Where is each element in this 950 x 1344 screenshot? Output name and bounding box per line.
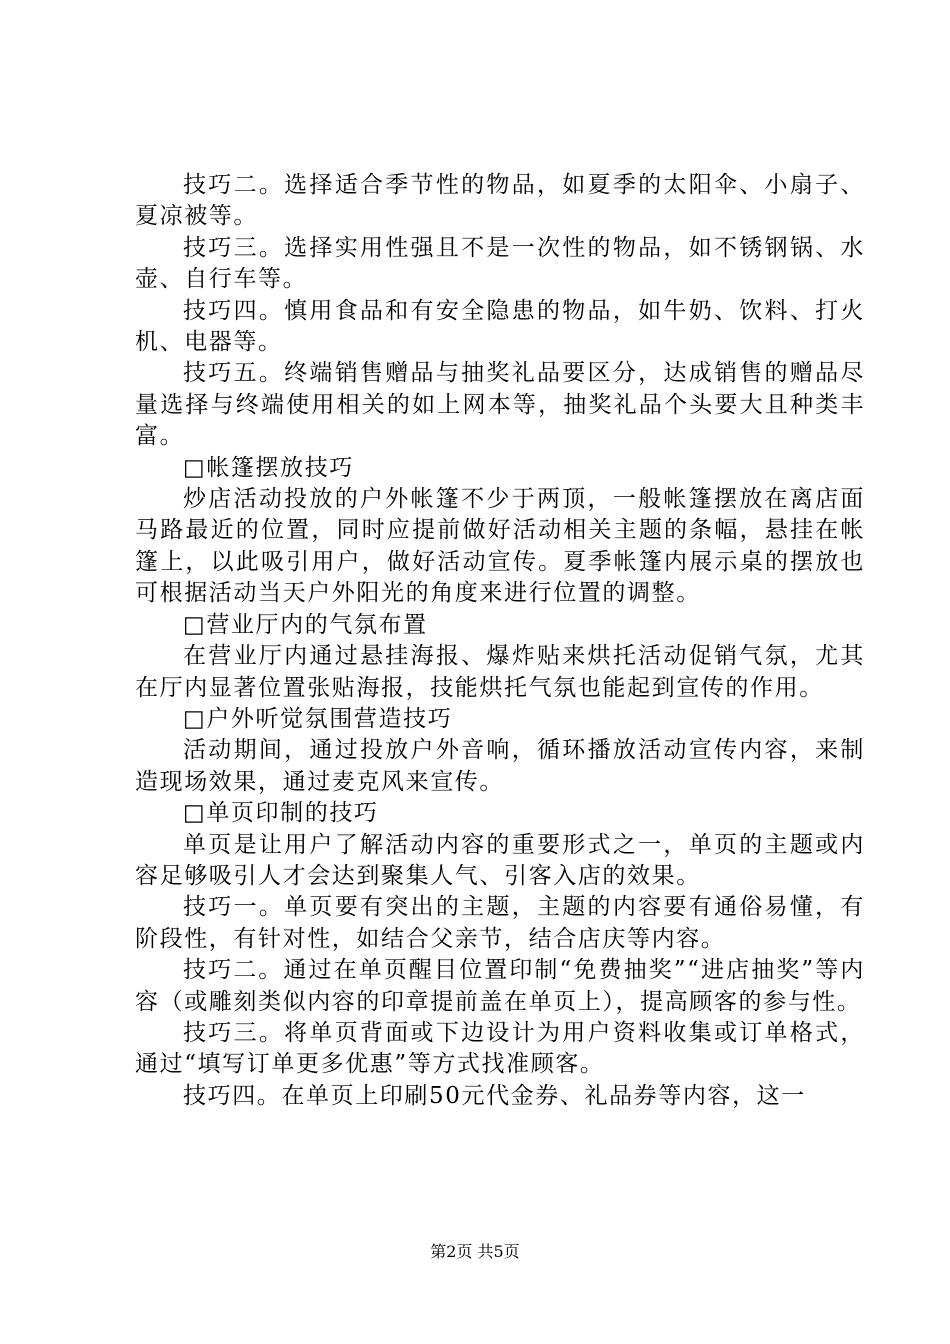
section-heading: □单页印制的技巧	[183, 800, 379, 827]
paragraph: 技巧三。选择实用性强且不是一次性的物品，如不锈钢锅、水壶、自行车等。	[135, 234, 865, 293]
paragraph: 活动期间，通过投放户外音响，循环播放活动宣传内容，来制造现场效果，通过麦克风来宣传。	[135, 737, 865, 795]
paragraph: 技巧二。选择适合季节性的物品，如夏季的太阳伞、小扇子、夏凉被等。	[135, 172, 865, 230]
section-heading: □营业厅内的气氛布置	[183, 611, 428, 638]
section-heading: □帐篷摆放技巧	[183, 454, 354, 481]
page-footer: 第2页 共5页	[430, 1242, 520, 1261]
paragraph: 技巧四。在单页上印刷50元代金券、礼品券等内容，这一	[183, 1082, 806, 1109]
document-body	[135, 170, 865, 1112]
paragraph: 技巧四。慎用食品和有安全隐患的物品，如牛奶、饮料、打火机、电器等。	[135, 297, 865, 356]
paragraph: 在营业厅内通过悬挂海报、爆炸贴来烘托活动促销气氛，尤其在厅内显著位置张贴海报，技能烘托气氛也能起到宣传的作用。	[135, 643, 865, 701]
paragraph: 技巧二。通过在单页醒目位置印制“免费抽奖”“进店抽奖”等内容（或雕刻类似内容的印章提前盖在单页上），提高顾客的参与性。	[135, 957, 865, 1015]
paragraph: 炒店活动投放的户外帐篷不少于两顶，一般帐篷摆放在离店面马路最近的位置，同时应提前做好活动相关主题的条幅，悬挂在帐篷上，以此吸引用户，做好活动宣传。夏季帐篷内展示桌的摆放也可根据活动当天户外阳光的角度来进行位置的调整。	[135, 486, 865, 607]
paragraph: 技巧三。将单页背面或下边设计为用户资料收集或订单格式，通过“填写订单更多优惠”等方式找准顾客。	[135, 1019, 865, 1078]
paragraph: 技巧一。单页要有突出的主题，主题的内容要有通俗易懂，有阶段性，有针对性，如结合父亲节，结合店庆等内容。	[135, 894, 865, 952]
paragraph: 单页是让用户了解活动内容的重要形式之一，单页的主题或内容足够吸引人才会达到聚集人气、引客入店的效果。	[135, 831, 865, 889]
paragraph: 技巧五。终端销售赠品与抽奖礼品要区分，达成销售的赠品尽量选择与终端使用相关的如上网本等，抽奖礼品个头要大且种类丰富。	[135, 360, 865, 450]
section-heading: □户外听觉氛围营造技巧	[183, 705, 453, 732]
